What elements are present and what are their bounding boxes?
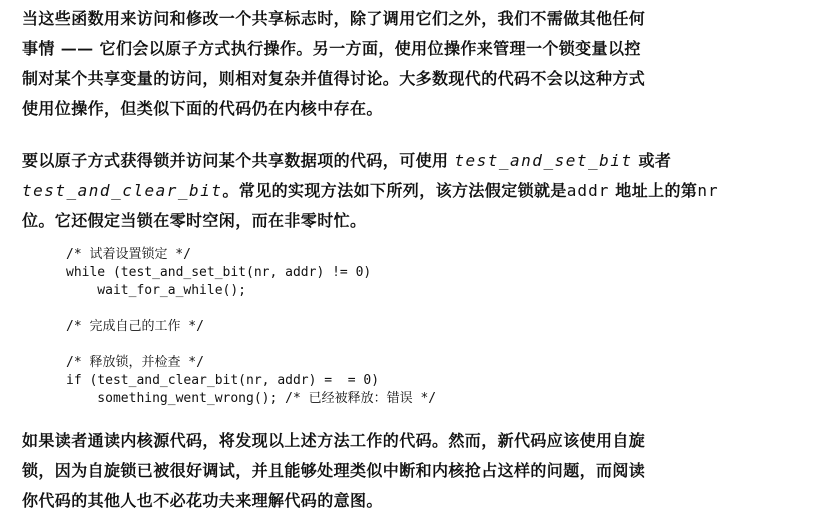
code-comment: /* 释放锁，并检查 */ (66, 355, 204, 370)
code-spacer (66, 336, 436, 354)
text-line: 当这些函数用来访问和修改一个共享标志时，除了调用它们之外，我们不需做其他任何 (22, 9, 646, 28)
code-line: something_went_wrong(); /* 已经被释放：错误 */ (66, 391, 437, 406)
paragraph-intro (22, 4, 752, 124)
text-line: 位。它还假定当锁在零时空闲，而在非零时忙。 (22, 211, 367, 230)
text-line: 事情 —— 它们会以原子方式执行操作。另一方面，使用位操作来管理一个锁变量以控 (22, 39, 641, 58)
code-line: while (test_and_set_bit(nr, addr) != 0) (66, 265, 372, 280)
text-fragment: 或者 (632, 151, 672, 170)
function-name-test-and-set-bit: test_and_set_bit (454, 151, 633, 170)
text-line: 使用位操作，但类似下面的代码仍在内核中存在。 (22, 99, 383, 118)
token-nr: nr (697, 181, 719, 200)
code-comment: /* 完成自己的工作 */ (66, 319, 204, 334)
code-block (66, 246, 436, 408)
text-line: 你代码的其他人也不必花功夫来理解代码的意图。 (22, 491, 383, 510)
code-spacer (66, 300, 436, 318)
code-line: if (test_and_clear_bit(nr, addr) = = 0) (66, 373, 380, 388)
token-addr: addr (566, 181, 610, 200)
code-line: wait_for_a_while(); (66, 283, 247, 298)
text-line: 制对某个共享变量的访问，则相对复杂并值得讨论。大多数现代的代码不会以这种方式 (22, 69, 646, 88)
text-fragment: 。常见的实现方法如下所列，该方法假定锁就是 (222, 181, 567, 200)
code-comment: /* 试着设置锁定 */ (66, 247, 191, 262)
text-line: 如果读者通读内核源代码，将发现以上述方法工作的代码。然而，新代码应该使用自旋 (22, 431, 646, 450)
paragraph-conclusion (22, 426, 752, 516)
text-fragment: 要以原子方式获得锁并访问某个共享数据项的代码，可使用 (22, 151, 455, 170)
text-fragment: 地址上的第 (609, 181, 698, 200)
function-name-test-and-clear-bit: test_and_clear_bit (22, 181, 223, 200)
paragraph-lock-explanation (22, 146, 752, 236)
text-line: 锁，因为自旋锁已被很好调试，并且能够处理类似中断和内核抢占这样的问题，而阅读 (22, 461, 646, 480)
